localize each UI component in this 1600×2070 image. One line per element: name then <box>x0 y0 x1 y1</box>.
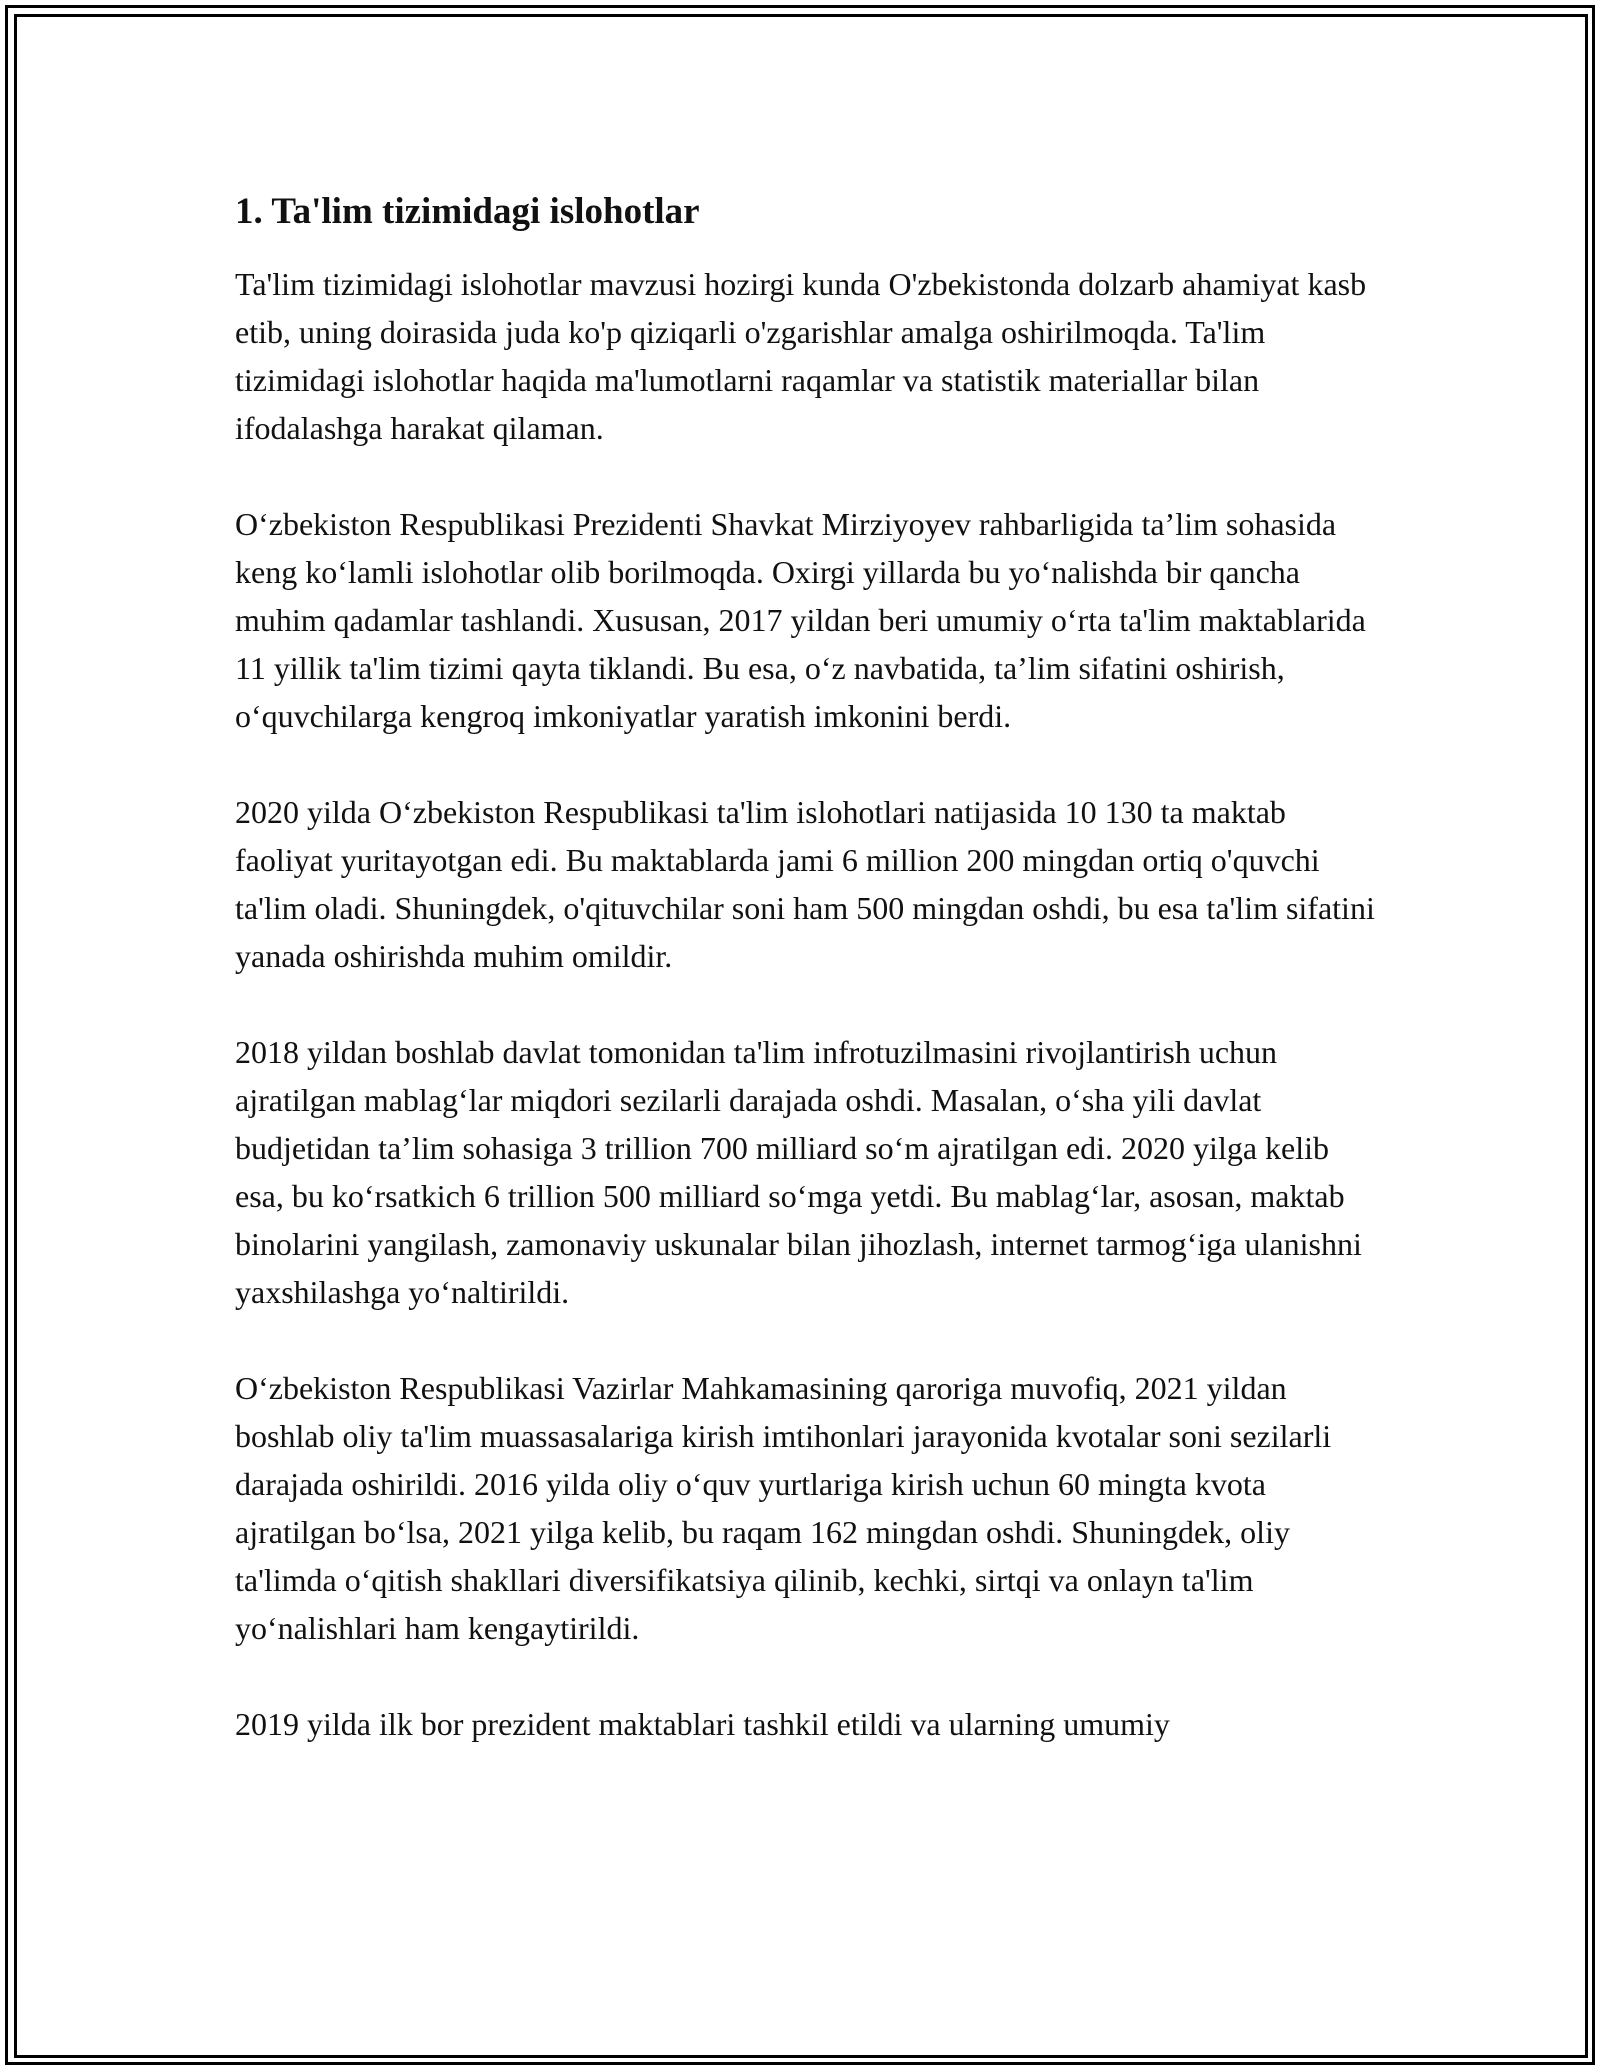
section-heading: 1. Ta'lim tizimidagi islohotlar <box>235 191 700 232</box>
paragraph-higher-education: O‘zbekiston Respublikasi Vazirlar Mahkamasining qaroriga muvofiq, 2021 yildan boshlab oliy ta'lim muassasalariga kirish imtihonlari jarayonida kvotalar soni sezilarli darajada oshirildi. 2016 yilda oliy o‘quv yurtlariga kirish uchun 60 mingta kvota ajratilgan bo‘lsa, 2021 yilga kelib, bu raqam 162 mingdan oshdi. Shuningdek, oliy ta'limda o‘qitish shakllari diversifikatsiya qilinib, kechki, sirtqi va onlayn ta'lim yo‘nalishlari ham kengaytirildi. <box>235 1370 1332 1646</box>
document-body <box>235 188 1375 1796</box>
paragraph-presidential-schools: 2019 yilda ilk bor prezident maktablari tashkil etildi va ularning umumiy <box>235 1706 1170 1742</box>
paragraph-schools-2020: 2020 yilda O‘zbekiston Respublikasi ta'lim islohotlari natijasida 10 130 ta maktab faoliyat yuritayotgan edi. Bu maktablarda jami 6 million 200 mingdan ortiq o'quvchi ta'lim oladi. Shuningdek, o'qituvchilar soni ham 500 mingdan oshdi, bu esa ta'lim sifatini yanada oshirishda muhim omildir. <box>235 794 1375 974</box>
paragraph-reforms: O‘zbekiston Respublikasi Prezidenti Shavkat Mirziyoyev rahbarligida ta’lim sohasida keng ko‘lamli islohotlar olib borilmoqda. Oxirgi yillarda bu yo‘nalishda bir qancha muhim qadamlar tashlandi. Xususan, 2017 yildan beri umumiy o‘rta ta'lim maktablarida 11 yillik ta'lim tizimi qayta tiklandi. Bu esa, o‘z navbatida, ta’lim sifatini oshirish, o‘quvchilarga kengroq imkoniyatlar yaratish imkonini berdi. <box>235 506 1366 734</box>
paragraph-intro: Ta'lim tizimidagi islohotlar mavzusi hozirgi kunda O'zbekistonda dolzarb ahamiyat kasb etib, uning doirasida juda ko'p qiziqarli o'zgarishlar amalga oshirilmoqda. Ta'lim tizimidagi islohotlar haqida ma'lumotlarni raqamlar va statistik materiallar bilan ifodalashga harakat qilaman. <box>235 266 1367 446</box>
paragraph-funding: 2018 yildan boshlab davlat tomonidan ta'lim infrotuzilmasini rivojlantirish uchun ajratilgan mablag‘lar miqdori sezilarli darajada oshdi. Masalan, o‘sha yili davlat budjetidan ta’lim sohasiga 3 trillion 700 milliard so‘m ajratilgan edi. 2020 yilga kelib esa, bu ko‘rsatkich 6 trillion 500 milliard so‘mga yetdi. Bu mablag‘lar, asosan, maktab binolarini yangilash, zamonaviy uskunalar bilan jihozlash, internet tarmog‘iga ulanishni yaxshilashga yo‘naltirildi. <box>235 1034 1362 1310</box>
